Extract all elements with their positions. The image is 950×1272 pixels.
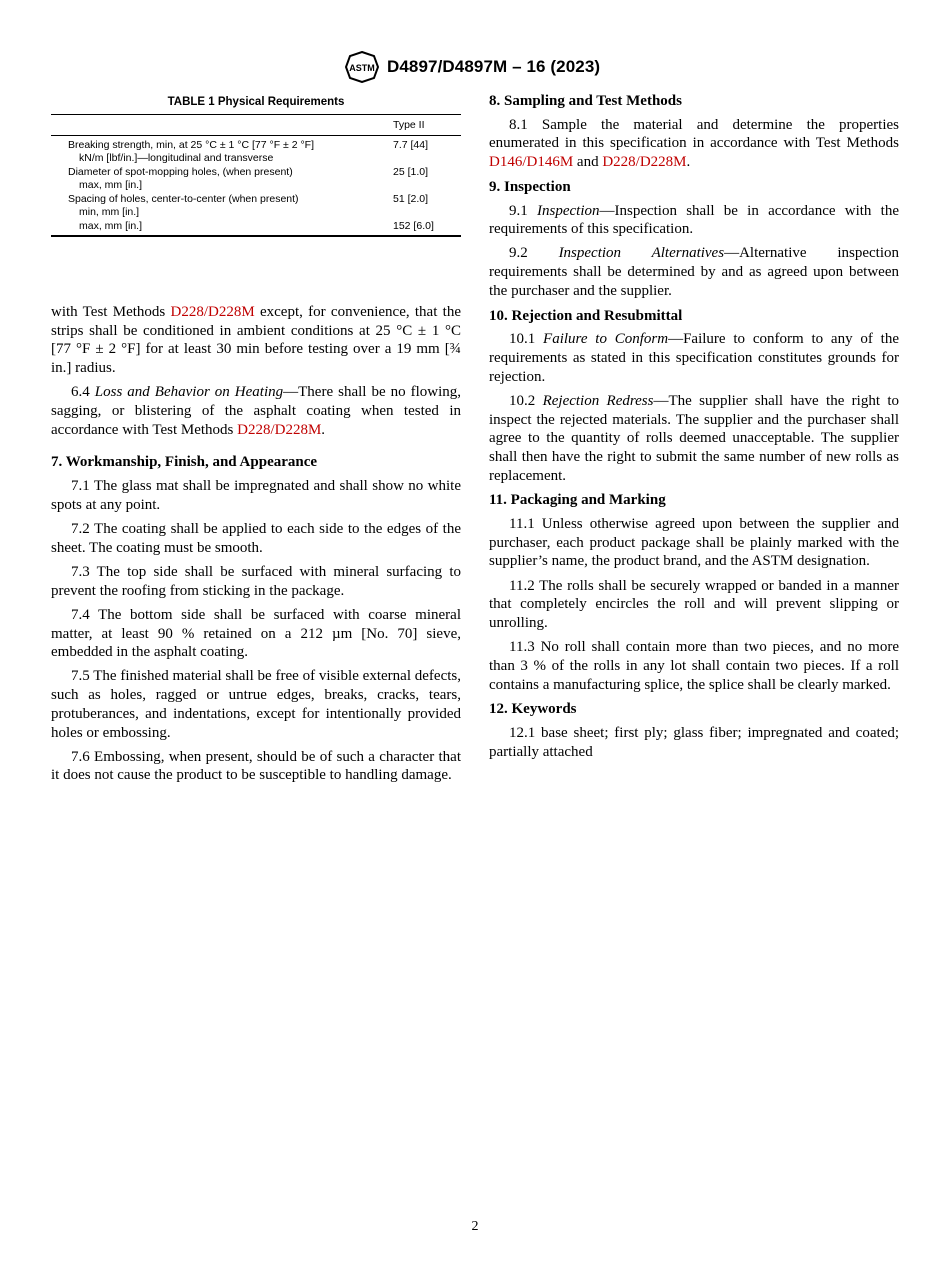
paragraph-7-3: 7.3 The top side shall be surfaced with mineral surfacing to prevent the roofing from sticking in the package. [51, 563, 461, 599]
row-value: 25 [1.0] [393, 165, 429, 178]
row-label: Breaking strength, min, at 25 °C ± 1 °C [77 °F ± 2 °F] [68, 138, 315, 151]
row-value: 152 [6.0] [373, 220, 461, 237]
paragraph-11-2: 11.2 The rolls shall be securely wrapped or banded in a manner that completely encircles the roll and will prevent slipping or unrolling. [489, 577, 899, 632]
section-8-heading: 8. Sampling and Test Methods [489, 93, 682, 109]
left-column [51, 92, 461, 791]
paragraph-7-6: 7.6 Embossing, when present, should be of such a character that it does not cause the product to be susceptible to handling damage. [51, 748, 461, 784]
paragraph-11-1: 11.1 Unless otherwise agreed upon between the supplier and purchaser, each product package shall be plainly marked with the supplier’s name, the product brand, and the ASTM designation. [489, 516, 899, 570]
link-d146[interactable]: D146/D146M [489, 154, 574, 171]
document-designation: D4897/D4897M – 16 (2023) [387, 57, 601, 76]
row-sublabel: max, mm [in.] [79, 219, 143, 232]
section-11-heading: 11. Packaging and Marking [489, 492, 666, 509]
table-title: TABLE 1 Physical Requirements [167, 96, 345, 108]
term: Loss and Behavior on Heating [94, 384, 284, 401]
paragraph-12-1: 12.1 base sheet; first ply; glass fiber; impregnated and coated; partially attached [489, 725, 899, 760]
term: Failure to Conform [543, 331, 669, 348]
link-d228[interactable]: D228/D228M [237, 421, 322, 438]
link-d228[interactable]: D228/D228M [602, 154, 687, 171]
table-header-blank [51, 115, 373, 136]
row-label: Diameter of spot-mopping holes, (when present) [68, 165, 293, 178]
section-12-heading: 12. Keywords [489, 701, 577, 718]
right-column [489, 92, 899, 767]
paragraph-8-1: 8.1 Sample the material and determine the properties enumerated in this specification in accordance with Test Methods D146/D146M and D228/D228M. [489, 116, 899, 171]
section-7-heading: 7. Workmanship, Finish, and Appearance [51, 454, 318, 471]
section-10-heading: 10. Rejection and Resubmittal [489, 307, 683, 324]
term: Inspection [537, 202, 600, 219]
paragraph-7-4: 7.4 The bottom side shall be surfaced with coarse mineral matter, at least 90 % retained on a 212 µm [No. 70] sieve, embedded in the asphalt coating. [51, 606, 461, 661]
row-sublabel: kN/m [lbf/in.]—longitudinal and transverse [79, 152, 274, 164]
section-9-heading: 9. Inspection [489, 178, 571, 195]
term: Rejection Redress [542, 392, 654, 409]
link-d228[interactable]: D228/D228M [170, 304, 255, 320]
paragraph-10-2: 10.2 Rejection Redress—The supplier shall have the right to inspect the rejected materials. The supplier and the purchaser shall agree to the quantity of rolls deemed unacceptable. The supplier shall then have the right to submit the same number of new rolls as replacement. [489, 392, 899, 484]
table-row [51, 193, 461, 220]
row-value: 51 [2.0] [393, 192, 429, 205]
paragraph-9-2: 9.2 Inspection Alternatives—Alternative inspection requirements shall be determined by and as agreed upon between the purchaser and the supplier. [489, 245, 899, 299]
page-number: 2 [471, 1219, 479, 1234]
physical-requirements-table [51, 114, 461, 237]
row-label: Spacing of holes, center-to-center (when present) [68, 192, 299, 205]
table-1 [51, 92, 461, 237]
table-header-type: Type II [373, 115, 461, 136]
paragraph-7-5: 7.5 The finished material shall be free of visible external defects, such as holes, ragged or untrue edges, breaks, cracks, tears, protuberances, and indentations, except for intentionally provided holes or embossing. [51, 668, 461, 741]
row-sublabel: min, mm [in.] [79, 206, 140, 218]
paragraph-10-1: 10.1 Failure to Conform—Failure to conform to any of the requirements as stated in this specification constitutes grounds for rejection. [489, 331, 899, 385]
row-value: 7.7 [44] [393, 138, 429, 151]
table-row [51, 166, 461, 193]
paragraph-9-1: 9.1 Inspection—Inspection shall be in accordance with the requirements of this specification. [489, 202, 900, 238]
paragraph-6-4: 6.4 Loss and Behavior on Heating—There shall be no flowing, sagging, or blistering of the asphalt coating when tested in accordance with Test Methods D228/D228M. [51, 384, 462, 438]
term: Inspection Alternatives [558, 245, 725, 262]
row-sublabel: max, mm [in.] [79, 179, 143, 191]
logo-text: ASTM [349, 63, 375, 73]
astm-logo [344, 51, 380, 83]
paragraph-11-3: 11.3 No roll shall contain more than two pieces, and no more than 3 % of the rolls in any lot shall contain two pieces. If a roll contains a manufacturing splice, the splice shall be clearly marked. [489, 639, 899, 693]
paragraph-continued: with Test Methods D228/D228M except, for convenience, that the strips shall be conditioned in ambient conditions at 25 °C ± 1 °C [77 °F ± 2 °F] for at least 30 min before testing over a 19 mm [¾ in.] radius. [51, 304, 461, 377]
table-row [51, 220, 461, 237]
paragraph-7-2: 7.2 The coating shall be applied to each side to the edges of the sheet. The coating must be smooth. [51, 521, 461, 556]
paragraph-7-1: 7.1 The glass mat shall be impregnated and shall show no white spots at any point. [51, 478, 461, 513]
table-row [51, 135, 461, 166]
